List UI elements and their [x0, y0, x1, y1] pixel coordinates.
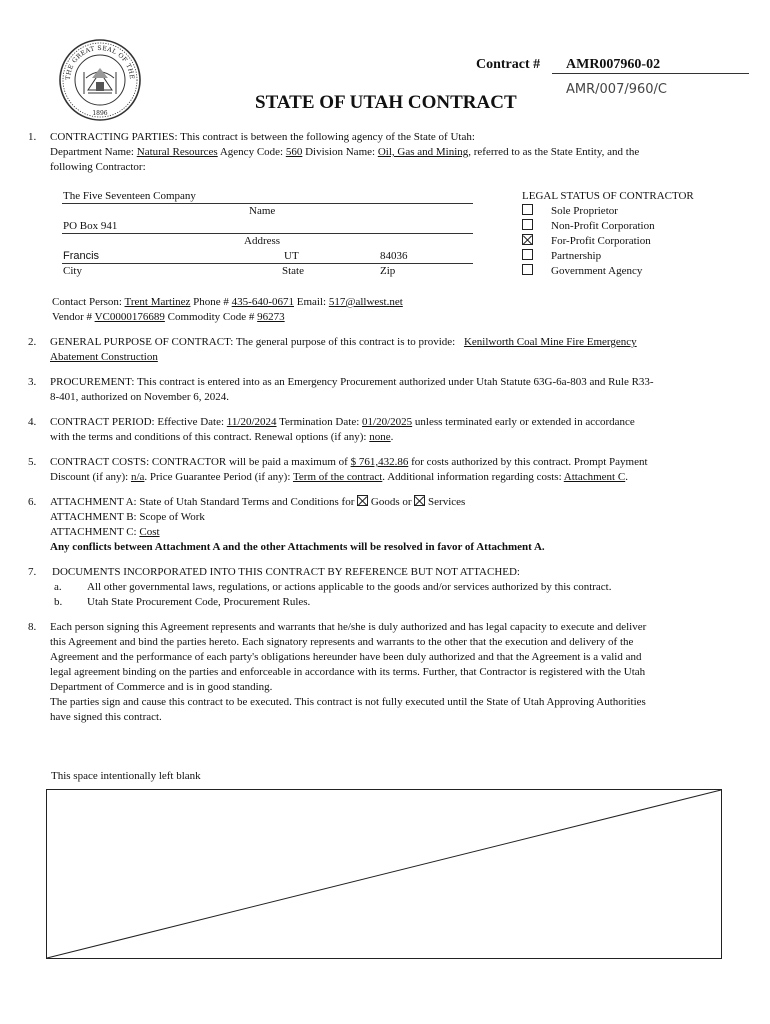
- handwritten-reference: AMR/007/960/C: [566, 82, 667, 97]
- department-label: Department Name:: [50, 146, 134, 158]
- legal-status-options: [522, 204, 655, 279]
- period: .: [390, 431, 394, 443]
- section-1-line-1: CONTRACTING PARTIES: This contract is between the following agency of the State of Utah:: [50, 131, 475, 143]
- conflict-statement: Any conflicts between Attachment A and the other Attachments will be resolved in favor of Attachment A.: [50, 541, 545, 553]
- period: .: [625, 471, 628, 483]
- section-1-line-3: following Contractor:: [50, 161, 146, 173]
- legal-option-label: Partnership: [551, 250, 602, 262]
- section-5-line-1: [50, 455, 745, 470]
- section-8-line-2: this Agreement and bind the parties hereto. Each signatory represents and warrants to the other that the execution and delivery of the: [50, 636, 634, 648]
- agency-code-value: 560: [285, 146, 303, 158]
- commodity-value: 96273: [257, 311, 285, 323]
- cost-amount: $ 761,432.86: [350, 456, 409, 468]
- section-3-number: 3.: [28, 376, 37, 388]
- legal-status-title: LEGAL STATUS OF CONTRACTOR: [522, 190, 694, 202]
- section-3-line-2: 8-401, authorized on November 6, 2024.: [50, 391, 230, 403]
- svg-text:THE GREAT SEAL OF THE STATE OF: THE GREAT SEAL OF THE: [64, 44, 136, 81]
- vendor-label: Vendor #: [52, 311, 93, 323]
- checkbox-icon[interactable]: [522, 204, 533, 215]
- termination-date-label: Termination Date:: [279, 416, 360, 428]
- state-seal-logo: [58, 38, 142, 122]
- legal-option-label: For-Profit Corporation: [551, 235, 651, 247]
- section-7-item-a-letter: a.: [54, 581, 62, 593]
- attachment-c-line: [50, 525, 745, 540]
- attachment-c-value: Cost: [139, 526, 160, 538]
- section-7-number: 7.: [28, 566, 37, 578]
- section-8-line-3: Agreement and the performance of each party's obligations hereunder have been duly authorized and that the Agreement is a valid and: [50, 651, 642, 663]
- attachment-a-line: [50, 495, 745, 510]
- page-title: STATE OF UTAH CONTRACT: [255, 92, 517, 113]
- section-7-item-a-text: All other governmental laws, regulations, or actions applicable to the goods and/or services authorized by this contract.: [87, 581, 612, 593]
- purpose-label: GENERAL PURPOSE OF CONTRACT: The general purpose of this contract is to provide:: [50, 336, 456, 348]
- checkbox-icon[interactable]: [522, 219, 533, 230]
- section-4-line-1: [50, 415, 745, 430]
- legal-option-label: Sole Proprietor: [551, 205, 618, 217]
- services-checked-icon[interactable]: [414, 495, 425, 506]
- attachment-c-label: ATTACHMENT C:: [50, 526, 137, 538]
- additional-label: . Additional information regarding costs:: [382, 471, 562, 483]
- attachment-b-line: ATTACHMENT B: Scope of Work: [50, 511, 205, 523]
- address-caption: Address: [244, 235, 281, 247]
- checkbox-icon[interactable]: [522, 264, 533, 275]
- goods-checked-icon[interactable]: [357, 495, 368, 506]
- legal-option-label: Non-Profit Corporation: [551, 220, 655, 232]
- contract-number-label: Contract #: [476, 57, 541, 72]
- phone-label: Phone #: [193, 296, 229, 308]
- services-label: Services: [428, 496, 466, 508]
- section-7-item-b-text: Utah State Procurement Code, Procurement Rules.: [87, 596, 311, 608]
- section-5-number: 5.: [28, 456, 37, 468]
- section-8-line-5: Department of Commerce and is in good standing.: [50, 681, 273, 693]
- contact-line: [52, 295, 403, 310]
- division-label: Division Name:: [305, 146, 376, 158]
- legal-option-non-profit[interactable]: [522, 219, 655, 234]
- section-4-line-2: [50, 430, 745, 445]
- section-2-number: 2.: [28, 336, 37, 348]
- effective-date-label: CONTRACT PERIOD: Effective Date:: [50, 416, 225, 428]
- legal-option-label: Government Agency: [551, 265, 643, 277]
- contractor-name: The Five Seventeen Company: [63, 190, 196, 202]
- zip-caption: Zip: [380, 265, 396, 277]
- blank-space-box: [46, 789, 722, 959]
- contact-person-label: Contact Person:: [52, 296, 122, 308]
- legal-option-government[interactable]: [522, 264, 655, 279]
- section-6-number: 6.: [28, 496, 37, 508]
- section-8-line-1: Each person signing this Agreement represents and warrants that he/she is duly authorized and has legal capacity to execute and deliver: [50, 621, 647, 633]
- effective-date-value: 11/20/2024: [226, 416, 277, 428]
- section-1-line-2: [50, 145, 745, 160]
- commodity-label: Commodity Code #: [167, 311, 255, 323]
- legal-option-for-profit[interactable]: [522, 234, 655, 249]
- cost-tail: for costs authorized by this contract. Prompt Payment: [411, 456, 648, 468]
- email-label: Email:: [296, 296, 327, 308]
- section-1-number: 1.: [28, 131, 37, 143]
- city-line: [62, 263, 473, 264]
- section-8-line-6: The parties sign and cause this contract to be executed. This contract is not fully executed until the State of Utah Approving Authorities: [50, 696, 646, 708]
- section-3-line-1: PROCUREMENT: This contract is entered into as an Emergency Procurement authorized under Utah Statute 63G-6a-803 and Rule R33-: [50, 376, 654, 388]
- cost-label: CONTRACT COSTS: CONTRACTOR will be paid a maximum of: [50, 456, 348, 468]
- guarantee-value: Term of the contract: [292, 471, 383, 483]
- termination-date-value: 01/20/2025: [362, 416, 413, 428]
- purpose-value-2: Abatement Construction: [50, 351, 158, 363]
- contact-person-value: Trent Martinez: [124, 296, 191, 308]
- checkbox-icon[interactable]: [522, 249, 533, 260]
- department-value: Natural Resources: [136, 146, 218, 158]
- city-caption: City: [63, 265, 82, 277]
- contractor-city: Francis: [63, 250, 100, 262]
- discount-value: n/a: [130, 471, 145, 483]
- division-value: Oil, Gas and Mining: [377, 146, 469, 158]
- purpose-value-1: Kenilworth Coal Mine Fire Emergency: [463, 336, 637, 348]
- name-caption: Name: [249, 205, 276, 217]
- section-7-title: DOCUMENTS INCORPORATED INTO THIS CONTRACT BY REFERENCE BUT NOT ATTACHED:: [52, 566, 520, 578]
- state-entity-text: , referred to as the State Entity, and the: [468, 146, 640, 158]
- discount-label: Discount (if any):: [50, 471, 129, 483]
- section-8-number: 8.: [28, 621, 37, 633]
- checked-checkbox-icon[interactable]: [522, 234, 533, 245]
- state-caption: State: [282, 265, 304, 277]
- section-2-line-1: [50, 335, 745, 350]
- agency-code-label: Agency Code:: [219, 146, 284, 158]
- attachment-a-label: ATTACHMENT A: State of Utah Standard Terms and Conditions for: [50, 496, 355, 508]
- legal-option-sole-proprietor[interactable]: [522, 204, 655, 219]
- section-4-number: 4.: [28, 416, 37, 428]
- section-5-line-2: [50, 470, 745, 485]
- phone-value: 435-640-0671: [231, 296, 294, 308]
- vendor-value: VC0000176689: [94, 311, 165, 323]
- vendor-line: [52, 310, 285, 325]
- legal-option-partnership[interactable]: [522, 249, 655, 264]
- guarantee-label: . Price Guarantee Period (if any):: [144, 471, 291, 483]
- renewal-label: with the terms and conditions of this contract. Renewal options (if any):: [50, 431, 367, 443]
- section-8-line-4: legal agreement binding on the parties and enforceable in accordance with its terms. Further, that Contractor is registered with the Utah: [50, 666, 646, 678]
- section-8-line-7: have signed this contract.: [50, 711, 162, 723]
- section-7-item-b-letter: b.: [54, 596, 63, 608]
- termination-tail: unless terminated early or extended in accordance: [414, 416, 635, 428]
- contract-number-value: AMR007960-02: [566, 57, 661, 72]
- contract-number-underline: [552, 73, 749, 74]
- email-value[interactable]: 517@allwest.net: [328, 296, 403, 308]
- goods-label: Goods or: [370, 496, 412, 508]
- contractor-state: UT: [284, 250, 299, 262]
- contractor-zip: 84036: [380, 250, 408, 262]
- contractor-address: PO Box 941: [63, 220, 118, 232]
- additional-value: Attachment C: [563, 471, 626, 483]
- svg-text:1896: 1896: [92, 110, 108, 117]
- renewal-value: none: [369, 431, 391, 443]
- blank-space-label: This space intentionally left blank: [51, 770, 201, 782]
